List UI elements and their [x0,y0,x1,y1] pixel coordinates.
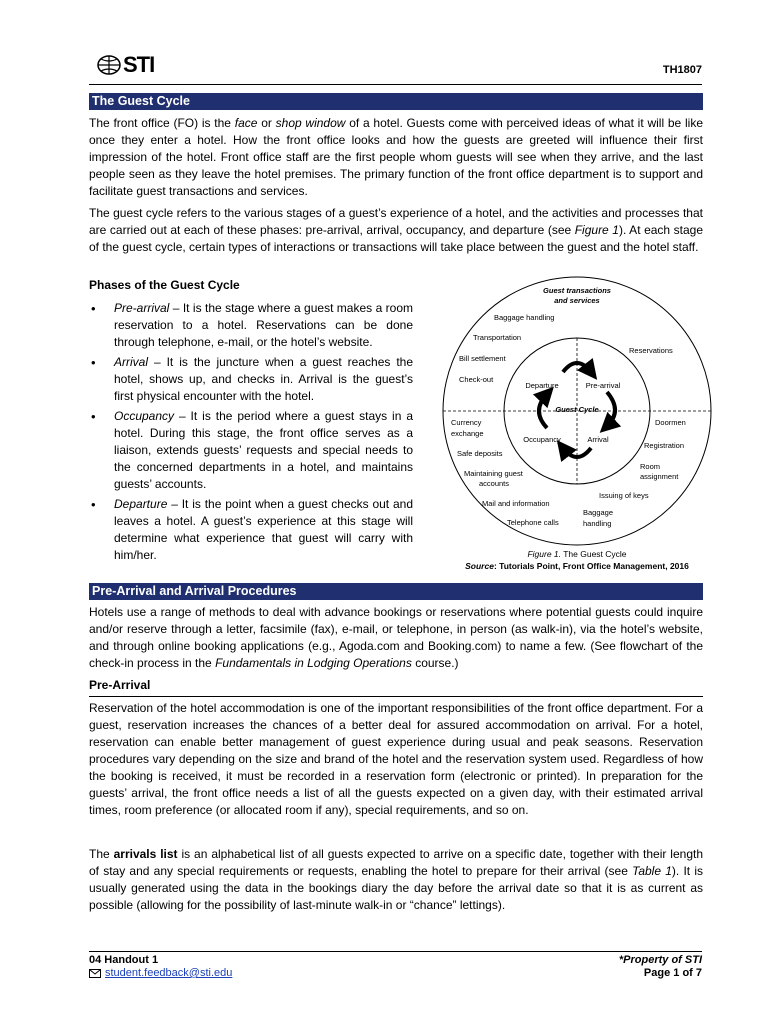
document-code: TH1807 [662,64,702,76]
phase-term: Arrival [114,355,149,369]
service-issuing-keys: Issuing of keys [599,491,649,500]
sti-globe-icon [97,55,121,75]
figure-title-1: Guest transactions [543,286,611,295]
phase-text: – It is the juncture when a guest reaches the hotel, shows up, and checks in. Arrival is the guest’s first physical encounter with the hotel. [114,355,413,403]
guest-cycle-figure [435,276,719,548]
service-check-out: Check-out [459,375,494,384]
methods-text-a: Hotels use a range of methods to deal with advance bookings or reservations where potential guests could inquire and/or reserve through a letter, facsimile (fax), e-mail, or telephone, in person (as walk-in), via the hotel’s website, and through online booking applications (e.g., Agoda.com and Booking.com) to name a few. (See flowchart of the check-in process in the [89,605,703,670]
guest-cycle-center-label: Guest Cycle [555,405,599,414]
envelope-icon [89,969,101,978]
methods-text-b: course.) [411,656,459,670]
phases-list [89,300,413,567]
intro-paragraph [89,115,703,200]
service-room-1: Room [640,462,661,471]
intro-text-b: of a hotel. Guests come with perceived ideas of what it will be like once they enter a hotel. How the front office looks and how the guests are greeted will influence their first impression of the hotel. Front office staff are the first people whom guests will see when they arrive, and the last people seen as they leave the hotel premises. The primary function of the front office department is to support and facilitate guest transactions and services. [89,116,703,198]
service-maintaining-1: Maintaining guest [464,469,523,478]
phase-item-pre-arrival [89,300,413,351]
methods-paragraph [89,604,703,672]
cycle-figure-ref: Figure 1 [574,223,619,237]
service-baggage-1: Baggage [583,508,614,517]
phase-term: Departure [114,497,168,511]
footer-divider [89,951,702,952]
arrivals-text-c: ). It is usually generated using the data in the bookings diary the day before the arrival date so that it is as current as possible (allowing for the possibility of last-minute walk-in or “chance” lettings). [89,864,703,912]
intro-face: face [234,116,258,130]
guest-cycle-paragraph [89,205,703,256]
header-divider [89,84,702,85]
figure-title-2: and services [554,296,600,305]
service-mail-info: Mail and information [482,499,550,508]
intro-or: or [257,116,276,130]
email-link[interactable]: student.feedback@sti.edu [105,967,233,979]
table-ref: Table 1 [632,864,672,878]
service-transportation: Transportation [473,333,522,342]
service-baggage-2: handling [583,519,612,528]
phase-item-departure [89,496,413,564]
handout-label: 04 Handout 1 [89,954,159,966]
service-safe-deposits: Safe deposits [457,449,503,458]
logo-text: STI [123,52,155,77]
source-text: : Tutorials Point, Front Office Management, 2016 [493,561,689,571]
reservation-paragraph: Reservation of the hotel accommodation is one of the important responsibilities of the front office department. For a guest, reservation increases the chances of a better deal for assured accommodation on arrival. For a hotel, reservation can enable better management of guest experience during usual and peak seasons. Reservation procedures vary depending on the size and brand of the hotel and the reservation system used. Regardless of how the booking is received, it must be recorded in a reservation form (electronic or printed). In preparation for the guests’ arrival, the front office needs a list of all the guests expected on a given day, with their estimated arrival times, room preference (or allocated room if any), special requirements, and so on. [89,701,703,817]
source-label: Source [465,561,494,571]
phase-text: – It is the period where a guest stays in a hotel. During this stage, the front office serves as a liaison, extends guests’ requests and special needs to the concerned departments in a hotel, and maintains guests’ accounts. [114,409,413,491]
arrivals-list-paragraph [89,846,703,914]
intro-window: shop window [275,116,346,130]
service-bill-settlement: Bill settlement [459,354,506,363]
phases-heading: Phases of the Guest Cycle [89,278,240,292]
arrivals-text-a: The [89,847,114,861]
caption-figure-label: Figure 1. [527,549,562,559]
sti-logo [97,52,154,78]
phase-item-occupancy [89,408,413,493]
figure-source [435,561,719,571]
service-doormen: Doormen [655,418,686,427]
service-currency-1: Currency [451,418,482,427]
service-baggage-handling-top: Baggage handling [494,313,555,322]
pre-arrival-heading: Pre-Arrival [89,678,151,692]
phase-text: – It is the stage where a guest makes a room reservation to a hotel. Reservations can be done through telephone, e-mail, or the hotel’s website. [114,301,413,349]
service-reservations: Reservations [629,346,673,355]
property-label: *Property of STI [618,954,702,966]
phase-text: – It is the point when a guest checks out and leaves a hotel. A guest’s experience at this stage will determine what experience that guest will carry with him/her. [114,497,413,562]
stage-occupancy: Occupancy [523,435,561,444]
arrivals-term: arrivals list [113,847,178,861]
pre-arrival-divider [89,696,703,697]
stage-pre-arrival: Pre-arrival [585,381,621,390]
phase-term: Occupancy [114,409,175,423]
phase-item-arrival [89,354,413,405]
service-currency-2: exchange [451,429,484,438]
arrivals-text-b: is an alphabetical list of all guests expected to arrive on a specific date, together with their length of stay and any special requirements or requests, enabling the hotel to prepare for their arrival (see [89,847,704,878]
service-registration: Registration [644,441,685,450]
stage-departure: Departure [525,381,559,390]
footer-email [89,967,232,979]
intro-text-a: The front office (FO) is the [89,116,235,130]
service-maintaining-2: accounts [479,479,510,488]
figure-caption [435,549,719,559]
cycle-text-a: The guest cycle refers to the various stages of a guest’s experience of a hotel, and the activities and processes that are carried out at each of these phases: pre-arrival, arrival, occupancy, and departure (see [89,206,703,237]
service-room-2: assignment [640,472,679,481]
cycle-text-b: ). At each stage of the guest cycle, certain types of interactions or transactions will take place between the guest and the hotel staff. [89,223,703,254]
stage-arrival: Arrival [587,435,609,444]
cycle-arrow-right [607,392,615,426]
caption-title: The Guest Cycle [561,549,627,559]
phase-term: Pre-arrival [114,301,170,315]
page-number: Page 1 of 7 [643,967,702,979]
section-title-pre-arrival-arrival: Pre-Arrival and Arrival Procedures [89,583,703,600]
section-title-guest-cycle: The Guest Cycle [89,93,703,110]
course-name: Fundamentals in Lodging Operations [215,656,412,670]
service-telephone-calls: Telephone calls [507,518,559,527]
